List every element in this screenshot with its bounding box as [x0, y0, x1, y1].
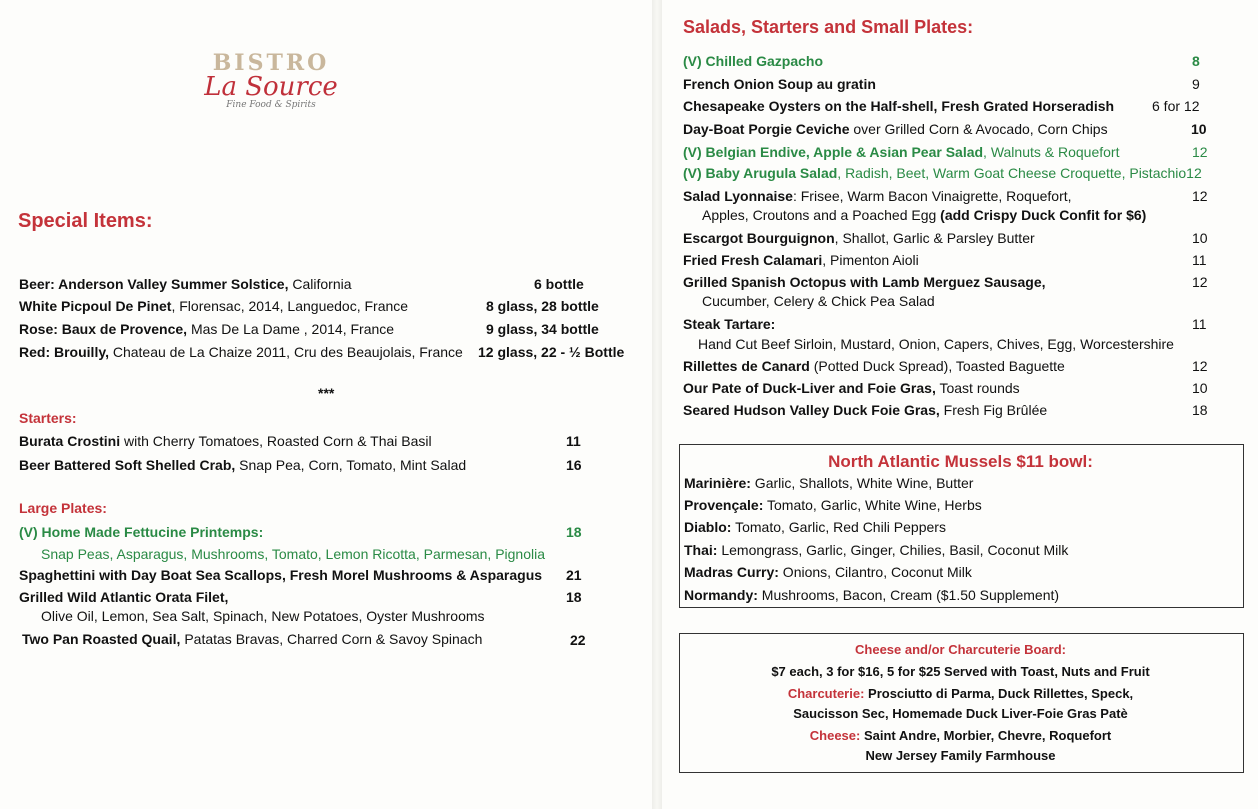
large-price-spaghettini: 21: [566, 567, 582, 583]
page-fold: [652, 0, 662, 809]
price-oysters: 6 for 12: [1152, 98, 1200, 114]
mussels-row-madras: Madras Curry: Onions, Cilantro, Coconut Milk: [684, 564, 972, 580]
starter-price-burata: 11: [566, 433, 581, 449]
item-tartare: Steak Tartare:: [683, 316, 776, 332]
large-row-quail: Two Pan Roasted Quail, Patatas Bravas, Charred Corn & Savoy Spinach: [22, 631, 483, 647]
price-foie-gras: 18: [1192, 402, 1208, 418]
price-tartare: 11: [1192, 316, 1207, 332]
cheese-title: Cheese and/or Charcuterie Board:: [855, 642, 1066, 657]
item-onion-soup: French Onion Soup au gratin: [683, 76, 876, 92]
starter-row-crab: Beer Battered Soft Shelled Crab, Snap Pea, Corn, Tomato, Mint Salad: [19, 457, 467, 473]
mussels-row-normandy: Normandy: Mushrooms, Bacon, Cream ($1.50 Supplement): [684, 587, 1060, 603]
bleed-through: [360, 10, 364, 32]
item-arugula: (V) Baby Arugula Salad, Radish, Beet, Warm Goat Cheese Croquette, Pistachio12: [683, 165, 1202, 181]
salads-title: Salads, Starters and Small Plates:: [683, 17, 974, 37]
cheese-line1: Cheese: Saint Andre, Morbier, Chevre, Roquefort: [809, 728, 1112, 743]
logo-line3: Fine Food & Spirits: [226, 100, 316, 110]
price-onion-soup: 9: [1192, 76, 1200, 92]
bistro-logo: [196, 50, 346, 130]
item-lyonnaise-desc: Apples, Croutons and a Poached Egg (add Crispy Duck Confit for $6): [702, 207, 1147, 223]
mussels-row-thai: Thai: Lemongrass, Garlic, Ginger, Chilies, Basil, Coconut Milk: [684, 542, 1069, 558]
item-pate: Our Pate of Duck-Liver and Foie Gras, Toast rounds: [683, 380, 1020, 396]
cheese-pricing: $7 each, 3 for $16, 5 for $25 Served with Toast, Nuts and Fruit: [771, 664, 1150, 679]
mussels-row-mariniere: Marinière: Garlic, Shallots, White Wine, Butter: [684, 475, 974, 491]
item-escargot: Escargot Bourguignon, Shallot, Garlic & Parsley Butter: [683, 230, 1035, 246]
section-divider-stars: ***: [318, 385, 335, 401]
price-octopus: 12: [1192, 274, 1208, 290]
mussels-row-provencale: Provençale: Tomato, Garlic, White Wine, Herbs: [684, 497, 982, 513]
special-price-rose: 9 glass, 34 bottle: [486, 321, 599, 337]
large-row-fettucine: (V) Home Made Fettucine Printemps:: [19, 524, 264, 540]
price-pate: 10: [1192, 380, 1208, 396]
price-gazpacho: 8: [1192, 53, 1200, 69]
logo-line2: La Source: [204, 72, 338, 102]
item-tartare-desc: Hand Cut Beef Sirloin, Mustard, Onion, Capers, Chives, Egg, Worcestershire: [698, 336, 1174, 352]
large-row-orata: Grilled Wild Atlantic Orata Filet,: [19, 589, 229, 605]
price-escargot: 10: [1192, 230, 1208, 246]
large-desc-orata: Olive Oil, Lemon, Sea Salt, Spinach, New Potatoes, Oyster Mushrooms: [41, 608, 485, 624]
charcuterie-line1: Charcuterie: Prosciutto di Parma, Duck Rillettes, Speck,: [787, 686, 1134, 701]
price-calamari: 11: [1192, 252, 1207, 268]
item-octopus-desc: Cucumber, Celery & Chick Pea Salad: [702, 293, 935, 309]
large-price-fettucine: 18: [566, 524, 582, 540]
special-row-rose: Rose: Baux de Provence, Mas De La Dame , 2014, France: [19, 321, 395, 337]
item-oysters: Chesapeake Oysters on the Half-shell, Fresh Grated Horseradish: [683, 98, 1115, 114]
large-price-quail: 22: [570, 632, 586, 648]
item-lyonnaise: Salad Lyonnaise: Frisee, Warm Bacon Vinaigrette, Roquefort,: [683, 188, 1072, 204]
special-price-white: 8 glass, 28 bottle: [486, 298, 599, 314]
large-desc-fettucine: Snap Peas, Asparagus, Mushrooms, Tomato, Lemon Ricotta, Parmesan, Pignolia: [41, 546, 546, 562]
item-octopus: Grilled Spanish Octopus with Lamb Merguez Sausage,: [683, 274, 1046, 290]
starter-price-crab: 16: [566, 457, 582, 473]
large-price-orata: 18: [566, 589, 582, 605]
item-foie-gras: Seared Hudson Valley Duck Foie Gras, Fresh Fig Brûlée: [683, 402, 1048, 418]
cheese-line2: New Jersey Family Farmhouse: [865, 748, 1056, 763]
special-items-title: Special Items:: [18, 210, 153, 232]
price-endive: 12: [1192, 144, 1208, 160]
item-rillettes: Rillettes de Canard (Potted Duck Spread), Toasted Baguette: [683, 358, 1065, 374]
item-gazpacho: (V) Chilled Gazpacho: [683, 53, 824, 69]
special-row-beer: Beer: Anderson Valley Summer Solstice, California: [19, 276, 352, 292]
item-endive: (V) Belgian Endive, Apple & Asian Pear Salad, Walnuts & Roquefort: [683, 144, 1120, 160]
item-calamari: Fried Fresh Calamari, Pimenton Aioli: [683, 252, 919, 268]
special-price-red: 12 glass, 22 - ½ Bottle: [478, 344, 625, 360]
logo-line1: BISTRO: [212, 50, 330, 76]
price-rillettes: 12: [1192, 358, 1208, 374]
special-price-beer: 6 bottle: [534, 276, 584, 292]
starter-row-burata: Burata Crostini with Cherry Tomatoes, Roasted Corn & Thai Basil: [19, 433, 432, 449]
charcuterie-line2: Saucisson Sec, Homemade Duck Liver-Foie Gras Patè: [793, 706, 1128, 721]
special-row-red: Red: Brouilly, Chateau de La Chaize 2011, Cru des Beaujolais, France: [19, 344, 463, 360]
starters-title: Starters:: [19, 410, 77, 426]
price-ceviche: 10: [1191, 121, 1207, 137]
mussels-row-diablo: Diablo: Tomato, Garlic, Red Chili Peppers: [684, 519, 946, 535]
price-lyonnaise: 12: [1192, 188, 1208, 204]
large-plates-title: Large Plates:: [19, 500, 107, 516]
mussels-title: North Atlantic Mussels $11 bowl:: [828, 452, 1093, 471]
large-row-spaghettini: Spaghettini with Day Boat Sea Scallops, Fresh Morel Mushrooms & Asparagus: [19, 567, 543, 583]
item-ceviche: Day-Boat Porgie Ceviche over Grilled Corn & Avocado, Corn Chips: [683, 121, 1108, 137]
special-row-white: White Picpoul De Pinet, Florensac, 2014, Languedoc, France: [19, 298, 409, 314]
